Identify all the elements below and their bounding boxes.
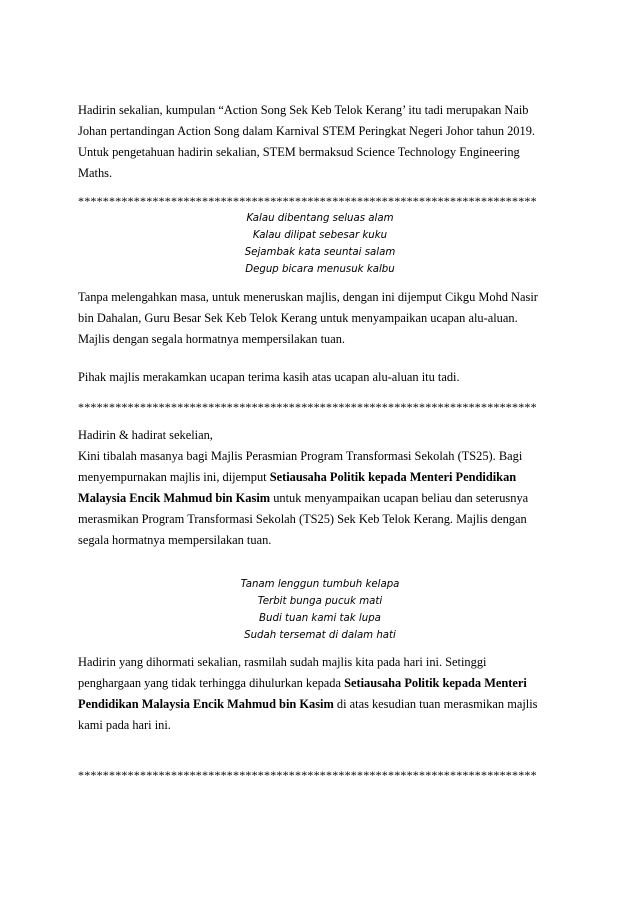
text-run: di atas kesudian tuan merasmikan majlis bbox=[333, 697, 538, 711]
paragraph-closing bbox=[78, 652, 562, 736]
paragraph-action-song bbox=[78, 100, 562, 184]
text-line: Johan pertandingan Action Song dalam Karnival STEM Peringkat Negeri Johor tahun 2019. bbox=[78, 124, 535, 138]
pantun-1 bbox=[78, 210, 562, 278]
pantun-2 bbox=[78, 576, 562, 644]
text-line bbox=[78, 694, 562, 715]
guest-title: Setiausaha Politik kepada Menteri Pendidikan bbox=[269, 470, 517, 484]
text-line: Hadirin sekalian, kumpulan “Action Song Sek Keb Telok Kerang’ itu tadi merupakan Naib bbox=[78, 103, 529, 117]
text-line bbox=[78, 673, 562, 694]
text-line: Maths. bbox=[78, 166, 113, 180]
text-line: kami pada hari ini. bbox=[78, 718, 171, 732]
guest-name: Malaysia Encik Mahmud bin Kasim bbox=[78, 491, 271, 505]
text-line: Untuk pengetahuan hadirin sekalian, STEM bermaksud Science Technology Engineering bbox=[78, 145, 520, 159]
pantun-line: Terbit bunga pucuk mati bbox=[257, 596, 383, 607]
text-line: Kini tibalah masanya bagi Majlis Perasmian Program Transformasi Sekolah (TS25). Bagi bbox=[78, 449, 523, 463]
pantun-line: Tanam lenggun tumbuh kelapa bbox=[240, 579, 400, 590]
guest-title: Setiausaha Politik kepada Menteri bbox=[344, 676, 527, 690]
divider-stars-3: ************************************************************************** bbox=[78, 770, 537, 780]
text-line: bin Dahalan, Guru Besar Sek Keb Telok Kerang untuk menyampaikan ucapan alu-aluan. bbox=[78, 311, 518, 325]
pantun-line: Sejambak kata seuntai salam bbox=[244, 247, 396, 258]
paragraph-launch-invitation bbox=[78, 425, 562, 551]
pantun-line: Kalau dilipat sebesar kuku bbox=[252, 230, 388, 241]
text-line: merasmikan Program Transformasi Sekolah (TS25) Sek Keb Telok Kerang. Majlis dengan bbox=[78, 512, 527, 526]
text-line bbox=[78, 467, 562, 488]
text-line: segala hormatnya mempersilakan tuan. bbox=[78, 533, 272, 547]
text-line bbox=[78, 488, 562, 509]
pantun-line: Degup bicara menusuk kalbu bbox=[245, 264, 395, 275]
text-line: Tanpa melengahkan masa, untuk meneruskan majlis, dengan ini dijemput Cikgu Mohd Nasir bbox=[78, 290, 538, 304]
pantun-line: Budi tuan kami tak lupa bbox=[259, 613, 381, 624]
text-line: Hadirin & hadirat sekelian, bbox=[78, 428, 213, 442]
divider-stars-1: ************************************************************************** bbox=[78, 196, 537, 206]
text-line: Pihak majlis merakamkan ucapan terima kasih atas ucapan alu-aluan itu tadi. bbox=[78, 370, 460, 384]
text-line: Majlis dengan segala hormatnya mempersilakan tuan. bbox=[78, 332, 346, 346]
divider-stars-2: ************************************************************************** bbox=[78, 402, 537, 412]
paragraph-thanks bbox=[78, 367, 562, 388]
text-run: penghargaan yang tidak terhingga dihulurkan kepada bbox=[78, 676, 345, 690]
text-run: untuk menyampaikan ucapan beliau dan seterusnya bbox=[270, 491, 529, 505]
paragraph-invitation-headmaster bbox=[78, 287, 562, 350]
pantun-line: Sudah tersemat di dalam hati bbox=[244, 630, 396, 641]
text-line: Hadirin yang dihormati sekalian, rasmilah sudah majlis kita pada hari ini. Setinggi bbox=[78, 655, 487, 669]
guest-name: Pendidikan Malaysia Encik Mahmud bin Kasim bbox=[78, 697, 334, 711]
pantun-line: Kalau dibentang seluas alam bbox=[246, 213, 394, 224]
text-run: menyempurnakan majlis ini, dijemput bbox=[78, 470, 270, 484]
